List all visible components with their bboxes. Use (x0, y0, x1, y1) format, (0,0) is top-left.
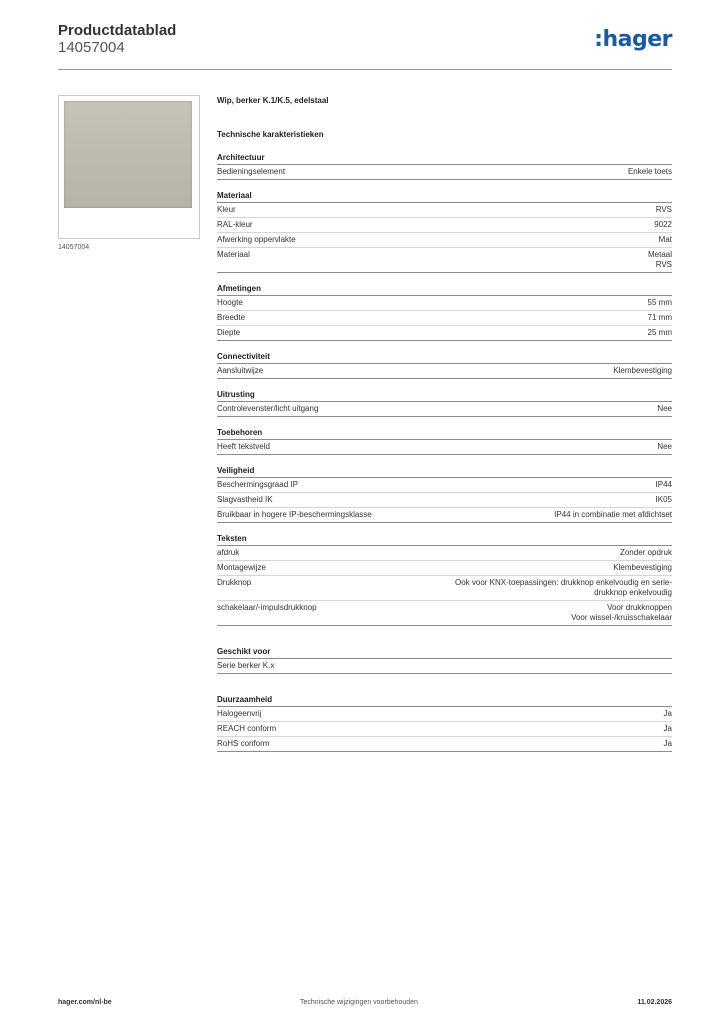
footer-date: 11.02.2026 (637, 999, 672, 1006)
spec-value-line: RVS (655, 260, 672, 269)
image-caption: 14057004 (58, 244, 90, 251)
spec-row (217, 546, 672, 561)
page-header (58, 22, 672, 70)
rocker-plate-image (64, 101, 192, 208)
spec-value-line: Voor drukknoppen (607, 603, 672, 612)
section-title: Geschikt voor (217, 645, 672, 659)
spec-row (217, 165, 672, 180)
spec-section (217, 151, 672, 180)
product-image (58, 95, 200, 239)
spec-value (455, 578, 672, 598)
spec-key: Halogeenvrij (217, 709, 262, 718)
spec-section (217, 388, 672, 417)
spec-key: Kleur (217, 205, 236, 214)
spec-row (217, 659, 672, 674)
spec-value (554, 510, 672, 520)
spec-key: Bedieningselement (217, 167, 286, 176)
spec-value-line: Ja (663, 709, 672, 718)
spec-value-line: Zonder opdruk (619, 548, 672, 557)
spec-value-line: Klembevestiging (613, 366, 672, 375)
spec-value-line: Voor wissel-/kruisschakelaar (571, 613, 672, 622)
spec-section (217, 464, 672, 523)
spec-value-line: drukknop enkelvoudig (594, 588, 672, 597)
spec-value-line: Nee (657, 404, 672, 413)
spec-value (659, 235, 672, 245)
spec-key: Bruikbaar in hogere IP-beschermingsklasse (217, 510, 372, 519)
spec-key: schakelaar/-impulsdrukknop (217, 603, 317, 612)
spec-row (217, 737, 672, 752)
spec-value-line: Ja (663, 724, 672, 733)
spec-sections (217, 151, 672, 752)
spec-key: afdruk (217, 548, 240, 557)
spec-row (217, 508, 672, 523)
spec-value (656, 495, 672, 505)
spec-value-line: Klembevestiging (613, 563, 672, 572)
spec-row (217, 601, 672, 626)
spec-key: Materiaal (217, 250, 250, 259)
spec-value-line: Nee (657, 442, 672, 451)
document-number: 14057004 (58, 39, 125, 56)
footer-disclaimer: Technische wijzigingen voorbehouden (300, 999, 418, 1006)
spec-key: Hoogte (217, 298, 243, 307)
spec-value-line: 9022 (654, 220, 672, 229)
section-title: Architectuur (217, 151, 672, 165)
section-title: Connectiviteit (217, 350, 672, 364)
spec-value (664, 709, 672, 719)
spec-value (648, 298, 672, 308)
spec-section (217, 645, 672, 674)
spec-value-line: IP44 (655, 480, 672, 489)
spec-row (217, 248, 672, 273)
spec-value (654, 220, 672, 230)
page-title: Productdatablad (58, 22, 177, 39)
spec-value (571, 603, 672, 623)
spec-value-line: Ja (663, 739, 672, 748)
spec-row (217, 364, 672, 379)
spec-section (217, 189, 672, 273)
spec-section (217, 532, 672, 626)
spec-row (217, 478, 672, 493)
spec-row (217, 218, 672, 233)
spec-value-line: 71 mm (647, 313, 672, 322)
spec-row (217, 440, 672, 455)
spec-key: Afwerking oppervlakte (217, 235, 296, 244)
spec-key: Serie berker K.x (217, 661, 275, 670)
spec-value-line: IK05 (655, 495, 672, 504)
spec-value (656, 205, 672, 215)
spec-value-line: Enkele toets (627, 167, 672, 176)
spec-key: Breedte (217, 313, 246, 322)
spec-value (657, 404, 672, 414)
section-title: Materiaal (217, 189, 672, 203)
spec-row (217, 203, 672, 218)
spec-value-line: Ook voor KNX-toepassingen: drukknop enkelvoudig en serie- (454, 578, 672, 587)
product-title: Wip, berker K.1/K.5, edelstaal (217, 96, 329, 105)
tech-heading: Technische karakteristieken (217, 130, 324, 139)
spec-key: RoHS conform (217, 739, 270, 748)
spec-section (217, 282, 672, 341)
spec-key: REACH conform (217, 724, 277, 733)
spec-section (217, 693, 672, 752)
spec-value (648, 313, 672, 323)
spec-value-line: 25 mm (647, 328, 672, 337)
spec-key: Drukknop (217, 578, 252, 587)
spec-key: Slagvastheid IK (217, 495, 273, 504)
spec-row (217, 707, 672, 722)
spec-key: Montagewijze (217, 563, 266, 572)
spec-row (217, 326, 672, 341)
section-title: Teksten (217, 532, 672, 546)
spec-section (217, 426, 672, 455)
spec-value-line: 55 mm (647, 298, 672, 307)
section-title: Afmetingen (217, 282, 672, 296)
spec-value (656, 480, 672, 490)
spec-value (620, 548, 672, 558)
spec-value (664, 724, 672, 734)
spec-value-line: IP44 in combinatie met afdichtset (554, 510, 672, 519)
spec-content (217, 94, 672, 752)
spec-row (217, 296, 672, 311)
spec-value (628, 167, 672, 177)
hager-logo: :hager (594, 27, 672, 52)
section-title: Toebehoren (217, 426, 672, 440)
spec-section (217, 350, 672, 379)
section-title: Duurzaamheid (217, 693, 672, 707)
spec-row (217, 722, 672, 737)
spec-row (217, 576, 672, 601)
spec-key: Heeft tekstveld (217, 442, 270, 451)
spec-value (613, 563, 672, 573)
spec-value (613, 366, 672, 376)
spec-key: Beschermingsgraad IP (217, 480, 298, 489)
spec-row (217, 402, 672, 417)
spec-value-line: Metaal (647, 250, 672, 259)
spec-key: Controlevenster/licht uitgang (217, 404, 319, 413)
spec-row (217, 561, 672, 576)
spec-key: Diepte (217, 328, 241, 337)
section-title: Uitrusting (217, 388, 672, 402)
spec-value (657, 442, 672, 452)
spec-key: Aansluitwijze (217, 366, 264, 375)
spec-value-line: Mat (658, 235, 672, 244)
spec-key: RAL-kleur (217, 220, 253, 229)
spec-value-line: RVS (655, 205, 672, 214)
spec-value (648, 328, 672, 338)
spec-value (664, 739, 672, 749)
spec-value (648, 250, 672, 270)
spec-row (217, 311, 672, 326)
footer-url[interactable]: hager.com/nl-be (58, 999, 112, 1006)
spec-row (217, 493, 672, 508)
spec-row (217, 233, 672, 248)
section-title: Veiligheid (217, 464, 672, 478)
